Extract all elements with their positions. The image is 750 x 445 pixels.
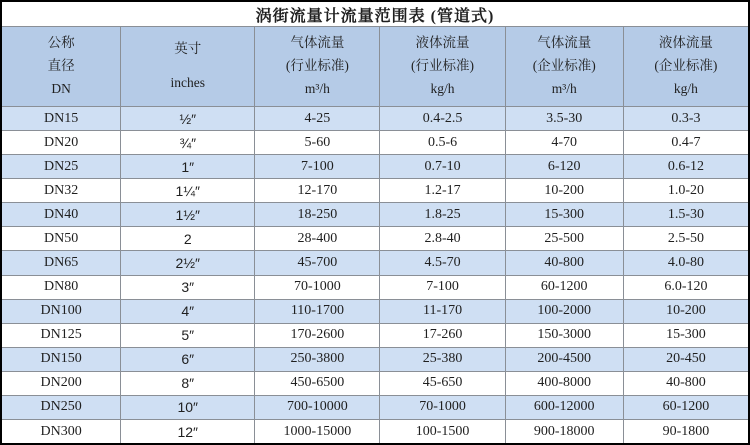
cell-dn: DN20 [2,131,121,154]
header-line: 液体流量 [658,35,713,51]
cell-gas-industry: 700-10000 [255,396,380,419]
table-row [2,372,748,396]
cell-inches: ¾″ [121,131,255,154]
header-line: 直径 [47,58,75,74]
cell-gas-enterprise: 400-8000 [506,372,624,395]
table-row [2,348,748,372]
cell-gas-industry: 450-6500 [255,372,380,395]
header-line: 英寸 [174,40,202,56]
cell-gas-industry: 70-1000 [255,276,380,299]
cell-liquid-enterprise: 10-200 [666,303,706,319]
header-line: kg/h [430,81,455,97]
cell-inches: 10″ [121,396,255,419]
cell-gas-enterprise: 15-300 [506,203,624,226]
cell-dn: DN150 [2,348,121,371]
header-line: (行业标准) [285,58,349,74]
cell-liquid-enterprise: 6.0-120 [664,279,708,295]
cell-gas-industry: 18-250 [255,203,380,226]
cell-gas-enterprise: 3.5-30 [506,107,624,130]
cell-dn: DN15 [2,107,121,130]
cell-inches: 2½″ [121,251,255,274]
cell-inches: 6″ [121,348,255,371]
cell-gas-enterprise: 150-3000 [506,324,624,347]
cell-gas-industry: 45-700 [255,251,380,274]
table-row [2,179,748,203]
cell-liquid-enterprise: 20-450 [666,351,706,367]
table-row [2,251,748,275]
cell-gas-enterprise: 25-500 [506,227,624,250]
cell-liquid-enterprise: 1.5-30 [667,206,704,222]
cell-liquid-industry: 0.5-6 [380,131,505,154]
cell-gas-enterprise: 6-120 [506,155,624,178]
cell-liquid-enterprise: 4.0-80 [667,255,704,270]
cell-liquid-enterprise: 0.4-7 [671,134,701,150]
cell-inches: 5″ [121,324,255,347]
cell-dn: DN25 [2,155,121,178]
header-line: m³/h [304,81,330,97]
table-row [2,107,748,131]
cell-liquid-industry: 45-650 [380,372,505,395]
header-line: 气体流量 [537,35,592,51]
header-cell-inches [121,27,255,106]
cell-inches: 8″ [121,372,255,395]
cell-liquid-industry: 70-1000 [380,396,505,419]
header-line: kg/h [673,81,698,97]
table-header-row [2,27,748,107]
table-row [2,276,748,300]
cell-gas-enterprise: 4-70 [506,131,624,154]
cell-gas-industry: 12-170 [255,179,380,202]
table-row [2,203,748,227]
cell-inches: 2 [121,227,255,250]
cell-liquid-industry: 1.8-25 [380,203,505,226]
header-line: m³/h [551,81,577,97]
header-cell-gas-industry [255,27,380,106]
header-line: (企业标准) [532,58,596,74]
cell-liquid-enterprise: 15-300 [666,327,706,343]
header-line: 气体流量 [290,35,345,51]
cell-liquid-enterprise: 40-800 [666,375,706,391]
cell-dn: DN100 [2,300,121,323]
cell-inches: 1½″ [121,203,255,226]
table-row [2,131,748,155]
header-cell-dn [2,27,121,106]
cell-gas-enterprise: 200-4500 [506,348,624,371]
cell-gas-enterprise: 600-12000 [506,396,624,419]
cell-liquid-enterprise: 90-1800 [662,423,710,439]
cell-liquid-enterprise: 60-1200 [662,399,710,415]
cell-gas-enterprise: 40-800 [506,251,624,274]
table-title: 涡街流量计流量范围表 (管道式) [2,2,748,27]
cell-liquid-industry: 0.7-10 [380,155,505,178]
cell-dn: DN80 [2,276,121,299]
table-row [2,420,748,443]
header-line: 公称 [47,35,75,51]
cell-inches: 3″ [121,276,255,299]
cell-gas-industry: 1000-15000 [255,420,380,443]
cell-dn: DN40 [2,203,121,226]
header-line: DN [51,81,71,97]
cell-liquid-industry: 11-170 [380,300,505,323]
cell-dn: DN125 [2,324,121,347]
cell-liquid-industry: 17-260 [380,324,505,347]
cell-dn: DN32 [2,179,121,202]
cell-gas-industry: 28-400 [255,227,380,250]
cell-gas-industry: 110-1700 [255,300,380,323]
cell-liquid-industry: 7-100 [380,276,505,299]
header-cell-liquid-industry [380,27,505,106]
cell-liquid-industry: 100-1500 [380,420,505,443]
cell-inches: 4″ [121,300,255,323]
cell-dn: DN250 [2,396,121,419]
cell-gas-industry: 170-2600 [255,324,380,347]
cell-liquid-enterprise: 1.0-20 [667,182,704,198]
cell-gas-enterprise: 10-200 [506,179,624,202]
cell-inches: 1″ [121,155,255,178]
header-cell-liquid-enterprise [624,27,748,106]
cell-liquid-industry: 4.5-70 [380,251,505,274]
header-line: inches [170,75,205,91]
cell-liquid-enterprise: 2.5-50 [667,230,704,246]
cell-liquid-industry: 0.4-2.5 [380,107,505,130]
cell-liquid-industry: 2.8-40 [380,227,505,250]
cell-gas-enterprise: 900-18000 [506,420,624,443]
cell-inches: 1¼″ [121,179,255,202]
cell-gas-industry: 7-100 [255,155,380,178]
cell-dn: DN65 [2,251,121,274]
cell-gas-industry: 5-60 [255,131,380,154]
table-row [2,227,748,251]
cell-gas-industry: 4-25 [255,107,380,130]
cell-liquid-enterprise: 0.6-12 [667,158,704,174]
cell-gas-enterprise: 60-1200 [506,276,624,299]
cell-liquid-industry: 1.2-17 [380,179,505,202]
table-body [2,107,748,443]
table-row [2,324,748,348]
cell-inches: 12″ [121,420,255,443]
table-row [2,155,748,179]
cell-liquid-enterprise: 0.3-3 [671,110,701,126]
table-row [2,396,748,420]
cell-dn: DN50 [2,227,121,250]
header-line: (行业标准) [411,58,475,74]
header-line: 液体流量 [415,35,470,51]
cell-dn: DN200 [2,372,121,395]
table-row [2,300,748,324]
cell-inches: ½″ [121,107,255,130]
cell-dn: DN300 [2,420,121,443]
cell-gas-enterprise: 100-2000 [506,300,624,323]
header-line: (企业标准) [654,58,718,74]
cell-liquid-industry: 25-380 [380,348,505,371]
cell-gas-industry: 250-3800 [255,348,380,371]
header-cell-gas-enterprise [506,27,624,106]
